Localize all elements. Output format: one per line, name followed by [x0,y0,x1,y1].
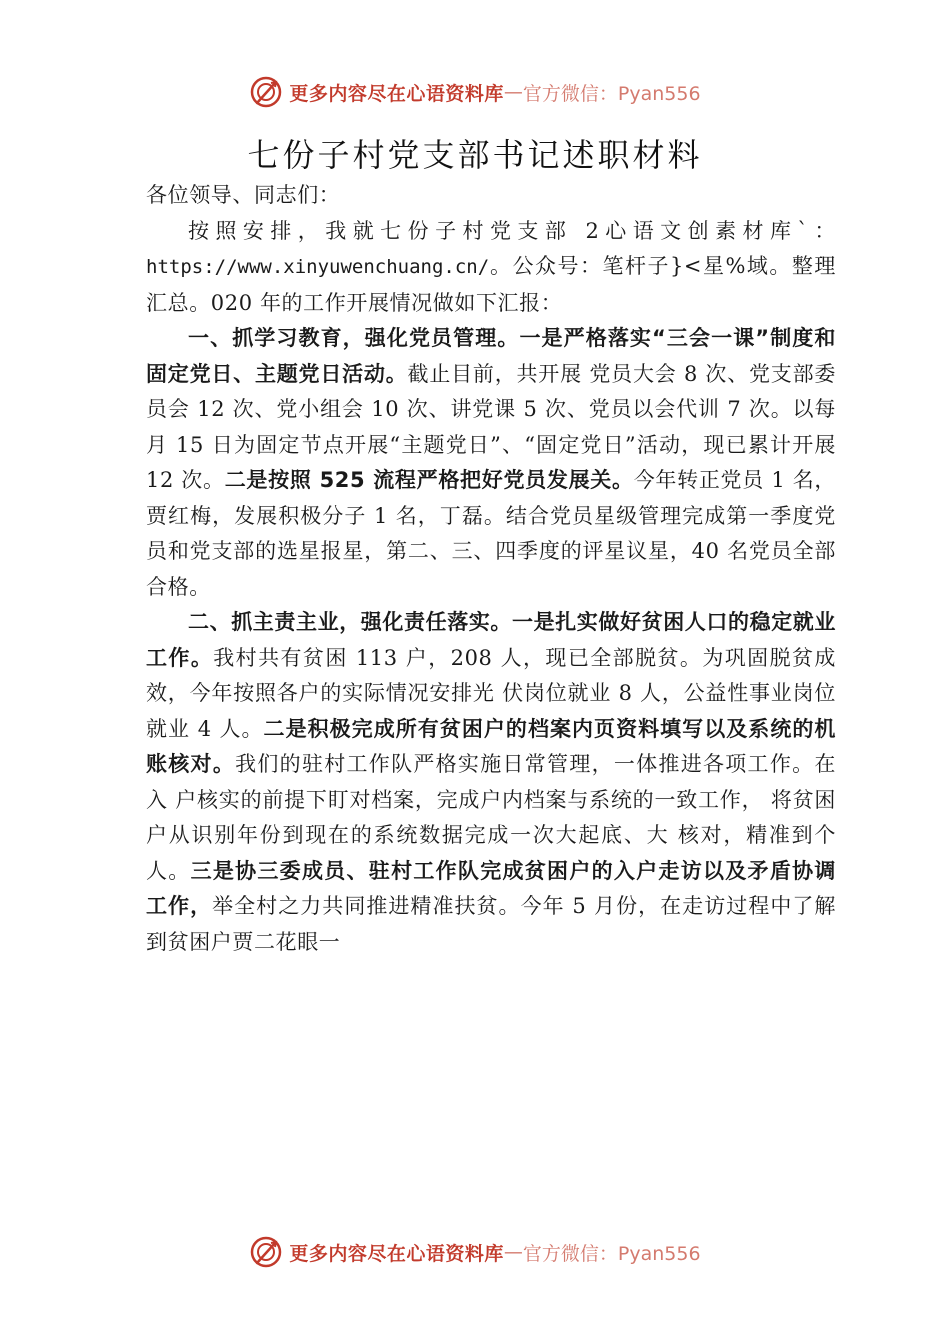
intro-text-1: 按照安排，我就七份子村党支部 2心语文创素材库`： [188,218,836,243]
section-2-text-2: 我们的驻村工作队严格实施日常管理，一体推进各项工作。在入 户核实的前提下盯对档案，完成户内档案与系统的一致工作， 将贫困户从识别年份到现在的系统数据完成一次大起底、大 核对，精准到个人。 [146,752,836,883]
section-1-text-1: 截止目前，共开展 党员大会 8 次、党支部委员会 12 次、党小组会 10 次、讲党课 5 次、党员以会代训 7 次。以每月 15 日为固定节点开展“主题党日”、“固定党日”活动，现已累计开展 12 次。 [146,361,836,492]
watermark-wechat-text: 官方微信：Pyan556 [522,82,701,105]
section-2-paragraph [146,605,836,960]
watermark-wechat-text: 官方微信：Pyan556 [522,1242,701,1265]
section-2-point-2: 二是积极完成所有贫困户的档案内页资料填写以及系统的机账核对。 [146,716,836,776]
intro-paragraph [146,214,836,322]
section-2-text-3: 举全村之力共同推进精准扶贫。今年 5 月份，在走访过程中了解到贫困户贾二花眼一 [146,894,836,954]
watermark-separator: — [503,81,523,103]
intro-url: https://www.xinyuwenchuang.cn/ [146,256,490,278]
watermark-header [0,72,950,112]
brand-logo-icon [249,75,283,109]
watermark-main-text: 更多内容尽在心语资料库 [289,82,504,105]
document-title: 七份子村党支部书记述职材料 [247,136,703,174]
section-1-text-2: 今年转正党员 1 名，贾红梅，发展积极分子 1 名，丁磊。结合党员星级管理完成第一季度党员和党支部的选星报星，第二、三、四季度的评星议星，40 名党员全部合格。 [146,468,836,599]
section-1-point-1: 一是严格落实“三会一课”制度和固定党日、主题党日活动。 [146,326,837,386]
section-2-text-1: 我村共有贫困 113 户，208 人，现已全部脱贫。为巩固脱贫成效，今年按照各户的实际情况安排光 伏岗位就业 8 人，公益性事业岗位就业 4 人。 [146,645,836,741]
watermark-footer [0,1232,950,1272]
document-body [146,178,836,960]
section-2-heading: 二、抓主责主业，强化责任落实。 [188,610,512,634]
section-1-point-2: 二是按照 525 流程严格把好党员发展关。 [224,468,634,492]
section-1-heading: 一、抓学习教育，强化党员管理。 [188,326,520,350]
section-2-point-1: 一是扎实做好贫困人口的稳定就业工作。 [146,610,836,670]
brand-logo-icon [249,1235,283,1269]
watermark-main-text: 更多内容尽在心语资料库 [289,1242,504,1265]
watermark-separator: — [503,1241,523,1263]
salutation: 各位领导、同志们： [146,183,341,207]
section-2-point-3: 三是协三委成员、驻村工作队完成贫困户的入户走访以及矛盾协调工作， [146,858,836,918]
intro-text-2: 。公众号：笔杆子}<星%域。整理汇总。020 年的工作开展情况做如下汇报： [146,254,836,315]
section-1-paragraph [146,321,836,605]
